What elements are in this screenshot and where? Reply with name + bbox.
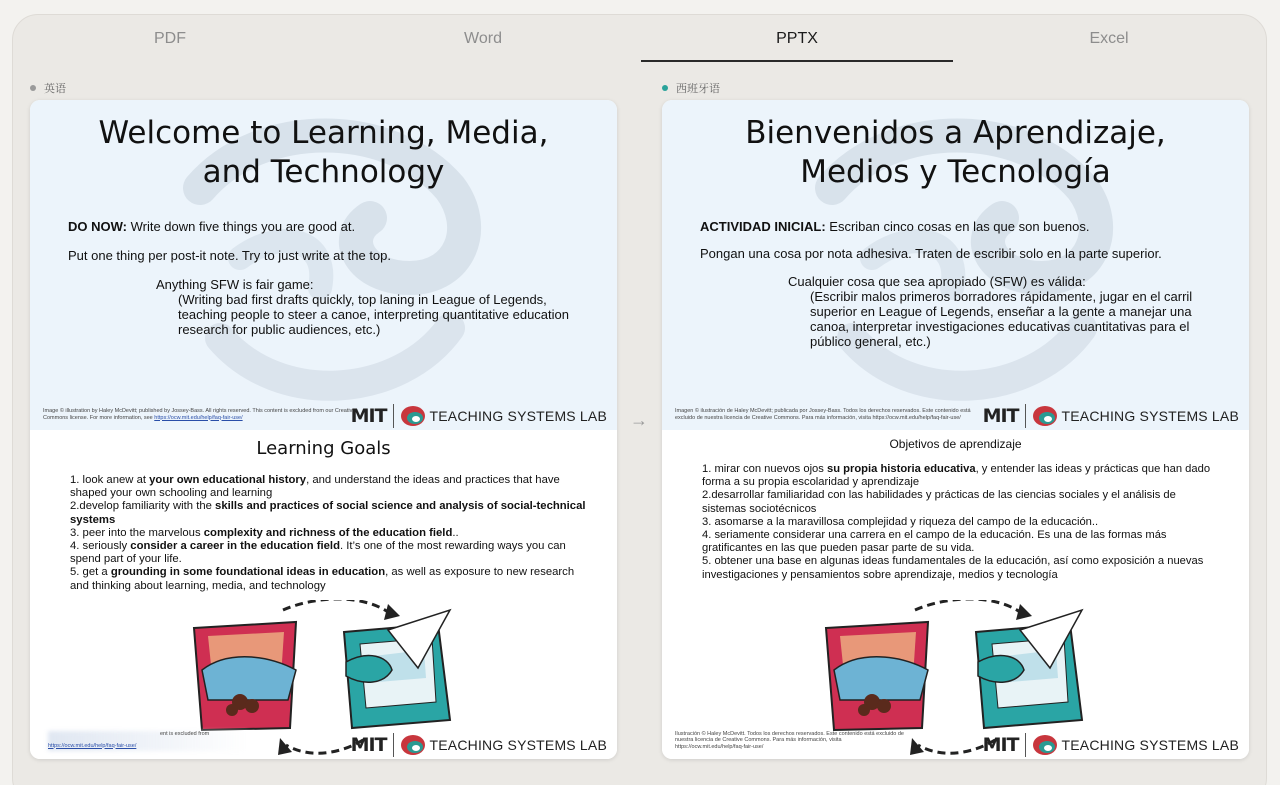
slide-title: Learning Goals (256, 438, 391, 459)
tsl-wordmark: TEACHING SYSTEMS LAB (1061, 737, 1239, 753)
slide-2 (662, 430, 1249, 759)
mit-logo: MIT (351, 404, 394, 428)
slide-1 (662, 100, 1249, 430)
brand-logo (351, 403, 607, 429)
fair-game-line: Cualquier cosa que sea apropiado (SFW) es válida: (788, 274, 1086, 289)
status-dot-icon (30, 85, 36, 91)
source-language-text: 英语 (44, 83, 66, 95)
status-dot-icon (662, 85, 668, 91)
slide-title: Bienvenidos a Aprendizaje, Medios y Tecnología (745, 115, 1166, 190)
do-now-line: ACTIVIDAD INICIAL: Escriban cinco cosas en las que son buenos. (700, 219, 1090, 234)
tsl-logo-icon (1032, 734, 1058, 756)
slide-2 (30, 430, 617, 759)
instruction-line: Pongan una cosa por nota adhesiva. Traten de escribir solo en la parte superior. (700, 246, 1162, 261)
tsl-wordmark: TEACHING SYSTEMS LAB (429, 737, 607, 753)
slide-1 (30, 100, 617, 430)
examples-text: (Writing bad first drafts quickly, top laning in League of Legends, teaching people to steer a canoe, interpreting quantitative education research for public audiences, etc.) (178, 292, 569, 337)
fair-game-line: Anything SFW is fair game: (156, 277, 314, 292)
learning-goals-list (70, 474, 587, 593)
goal-item: 2.develop familiarity with the skills and practices of social science and analysis of social-technical systems (70, 500, 586, 526)
source-document-preview[interactable] (30, 100, 617, 759)
image-credit (48, 743, 248, 750)
brand-logo (983, 403, 1239, 429)
tab-pptx[interactable]: PPTX (641, 22, 953, 62)
goal-item: 3. peer into the marvelous complexity and richness of the education field.. (70, 526, 459, 539)
image-credit: Image © illustration by Haley McDevitt; published by Jossey-Bass. All rights reserved. This content is excluded from our Creative Commons license. For more information, see https://ocw.mit.edu/help/faq-fair-use/ (43, 408, 356, 421)
image-credit: Ilustración © Haley McDevitt. Todos los derechos reservados. Este contenido está excluido de nuestra licencia de Creative Commons. Para más información, visita https://ocw.mit.edu/help/faq-fair-use/ (675, 730, 904, 750)
brand-logo (351, 732, 607, 758)
goal-item: 3. asomarse a la maravillosa complejidad y riqueza del campo de la educación.. (702, 515, 1099, 528)
do-now-line: DO NOW: Write down five things you are good at. (68, 219, 356, 234)
arrow-right-icon: → (630, 410, 648, 430)
goal-item: 1. mirar con nuevos ojos su propia historia educativa, y entender las ideas y prácticas que han dado forma a su propia escolaridad y aprendizaje (702, 463, 1211, 489)
goal-item: 1. look anew at your own educational history, and understand the ideas and practices that have shaped your own schooling and learning (70, 474, 560, 500)
brand-logo (983, 732, 1239, 758)
tab-excel[interactable]: Excel (1089, 30, 1129, 47)
instruction-line: Put one thing per post-it note. Try to just write at the top. (68, 248, 392, 263)
credit-link[interactable]: https://ocw.mit.edu/help/faq-fair-use/ (48, 742, 137, 749)
mit-logo: MIT (351, 733, 394, 757)
slide-title: Welcome to Learning, Media, and Technology (98, 115, 549, 190)
tsl-logo-icon (400, 405, 426, 427)
tsl-wordmark: TEACHING SYSTEMS LAB (1061, 408, 1239, 424)
goal-item: 4. seriamente considerar una carrera en el campo de la educación. Es una de las formas más gratificantes en las que pueden pasar parte de su vida. (702, 529, 1167, 555)
goal-item: 5. get a grounding in some foundational ideas in education, as well as exposure to new research and thinking about learning, media, and technology (70, 566, 575, 592)
tsl-wordmark: TEACHING SYSTEMS LAB (429, 408, 607, 424)
target-language-label (662, 80, 720, 96)
examples-text: (Escribir malos primeros borradores rápidamente, jugar en el carril superior en League of Legends, enseñar a la gente a manejar una canoa, interpretar investigaciones educativas cuantitativas para el público general, etc.) (810, 289, 1193, 349)
tsl-logo-icon (1032, 405, 1058, 427)
tab-pdf[interactable]: PDF (154, 30, 186, 47)
slide-title: Objetivos de aprendizaje (889, 437, 1022, 451)
image-credit: Imagen © ilustración de Haley McDevitt; publicada por Jossey-Bass. Todos los derechos reservados. Este contenido está excluido de nuestra licencia de Creative Commons. Para más información, visita https://ocw.mit.edu/help/faq-fair-use/ (675, 408, 971, 421)
mit-logo: MIT (983, 733, 1026, 757)
source-language-label (30, 80, 66, 96)
translated-document-preview[interactable] (662, 100, 1249, 759)
target-language-text: 西班牙语 (676, 83, 720, 95)
image-credit: ent is excluded from (160, 730, 210, 737)
tab-word[interactable]: Word (464, 30, 502, 47)
credit-link[interactable]: https://ocw.mit.edu/help/faq-fair-use/ (154, 414, 243, 421)
mit-logo: MIT (983, 404, 1026, 428)
goal-item: 4. seriously consider a career in the education field. It’s one of the most rewarding ways you can spend part of your life. (70, 540, 566, 566)
learning-goals-list (702, 463, 1219, 582)
goal-item: 2.desarrollar familiaridad con las habilidades y prácticas de las ciencias sociales y el análisis de sistemas sociotécnicos (702, 489, 1176, 515)
format-tabs (12, 22, 1267, 62)
goal-item: 5. obtener una base en algunas ideas fundamentales de la educación, así como exposición a nuevas investigaciones y pensamientos sobre aprendizaje, medios y tecnología (702, 555, 1204, 581)
tsl-logo-icon (400, 734, 426, 756)
